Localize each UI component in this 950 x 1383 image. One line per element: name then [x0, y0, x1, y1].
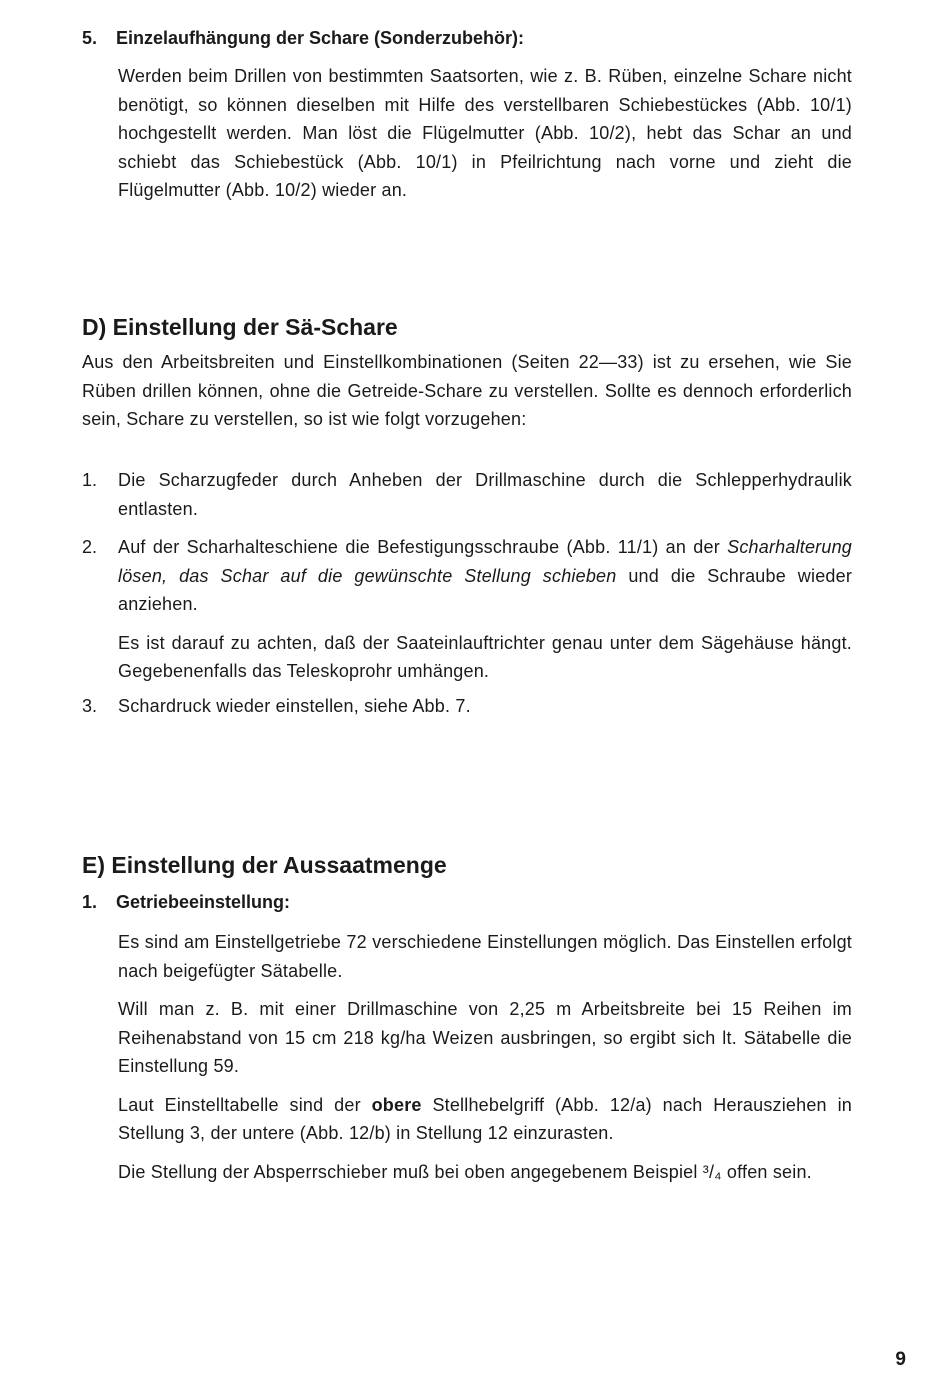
section-e-p3-start: Laut Einstelltabelle sind der [118, 1094, 361, 1115]
section-e-p4-fraction: ³/₄ [702, 1161, 722, 1182]
section-e-paragraph-3 [118, 1091, 852, 1148]
section-5 [82, 26, 852, 205]
section-e-sub-number: 1. [82, 892, 98, 912]
section-e-p4-end: offen sein. [726, 1161, 812, 1182]
section-e-p3-bold: obere [371, 1094, 422, 1115]
list-item-number: 2. [82, 537, 98, 557]
list-item-note: Es ist darauf zu achten, daß der Saateinlauftrichter genau unter dem Sägehäuse hängt. Gegebenenfalls das Teleskoprohr umhängen. [118, 632, 852, 681]
list-item-text-end: und die Schraube wieder anziehen. [118, 565, 853, 614]
section-d-intro: Aus den Arbeitsbreiten und Einstellkombinationen (Seiten 22—33) ist zu ersehen, wie Sie Rüben drillen können, ohne die Getreide-Schare zu verstellen. Sollte es dennoch erforderlich sein, Schare zu verstellen, so ist wie folgt vorzugehen: [82, 352, 852, 429]
section-e [82, 850, 852, 914]
list-item-number: 1. [82, 470, 98, 490]
section-e-paragraph-2: Will man z. B. mit einer Drillmaschine von 2,25 m Arbeitsbreite bei 15 Reihen im Reihenabstand von 15 cm 218 kg/ha Weizen ausbringen, so ergibt sich lt. Sätabelle die Einstellung 59. [118, 999, 852, 1076]
section-e-body [118, 928, 852, 1186]
section-e-p4-start: Die Stellung der Absperrschieber muß bei oben angegebenem Beispiel [118, 1161, 698, 1182]
section-e-paragraph-1: Es sind am Einstellgetriebe 72 verschiedene Einstellungen möglich. Das Einstellen erfolgt nach beigefügter Sätabelle. [118, 932, 852, 981]
section-e-heading: E) Einstellung der Aussaatmenge [82, 852, 447, 878]
section-d-heading: D) Einstellung der Sä-Schare [82, 314, 398, 340]
list-item-text [118, 533, 852, 619]
list-item-number: 3. [82, 696, 98, 716]
list-item-text: Die Scharzugfeder durch Anheben der Drillmaschine durch die Schlepperhydraulik entlasten. [118, 470, 852, 519]
section-5-number: 5. [82, 28, 98, 48]
page-number: 9 [895, 1349, 906, 1370]
list-item [82, 533, 852, 686]
list-item [82, 692, 852, 721]
section-5-title: Einzelaufhängung der Schare (Sonderzubehör): [116, 28, 525, 48]
section-e-sub-title: Getriebeeinstellung: [116, 892, 291, 912]
list-item-text: Schardruck wieder einstellen, siehe Abb. 7. [118, 696, 471, 716]
list-item-text-italic: Scharhalterung lösen, das Schar auf die gewünschte Stellung schieben [118, 537, 853, 586]
list-item [82, 466, 852, 523]
section-5-heading [82, 26, 852, 50]
section-e-paragraph-4 [118, 1158, 852, 1187]
section-e-subheading [82, 890, 852, 914]
section-e-p3-end: Stellhebelgriff (Abb. 12/a) nach Herausziehen in Stellung 3, der untere (Abb. 12/b) in Stellung 12 einzurasten. [118, 1094, 852, 1143]
section-5-paragraph: Werden beim Drillen von bestimmten Saatsorten, wie z. B. Rüben, einzelne Schare nicht benötigt, so können dieselben mit Hilfe des verstellbaren Schiebestückes (Abb. 10/1) hochgestellt werden. Man löst die Flügelmutter (Abb. 10/2), hebt das Schar an und schiebt das Schiebestück (Abb. 10/1) in Pfeilrichtung nach vorne und zieht die Flügelmutter (Abb. 10/2) wieder an. [118, 66, 852, 200]
list-item-text-plain: Auf der Scharhalteschiene die Befestigungsschraube (Abb. 11/1) an der [118, 537, 720, 557]
section-d [82, 312, 852, 434]
